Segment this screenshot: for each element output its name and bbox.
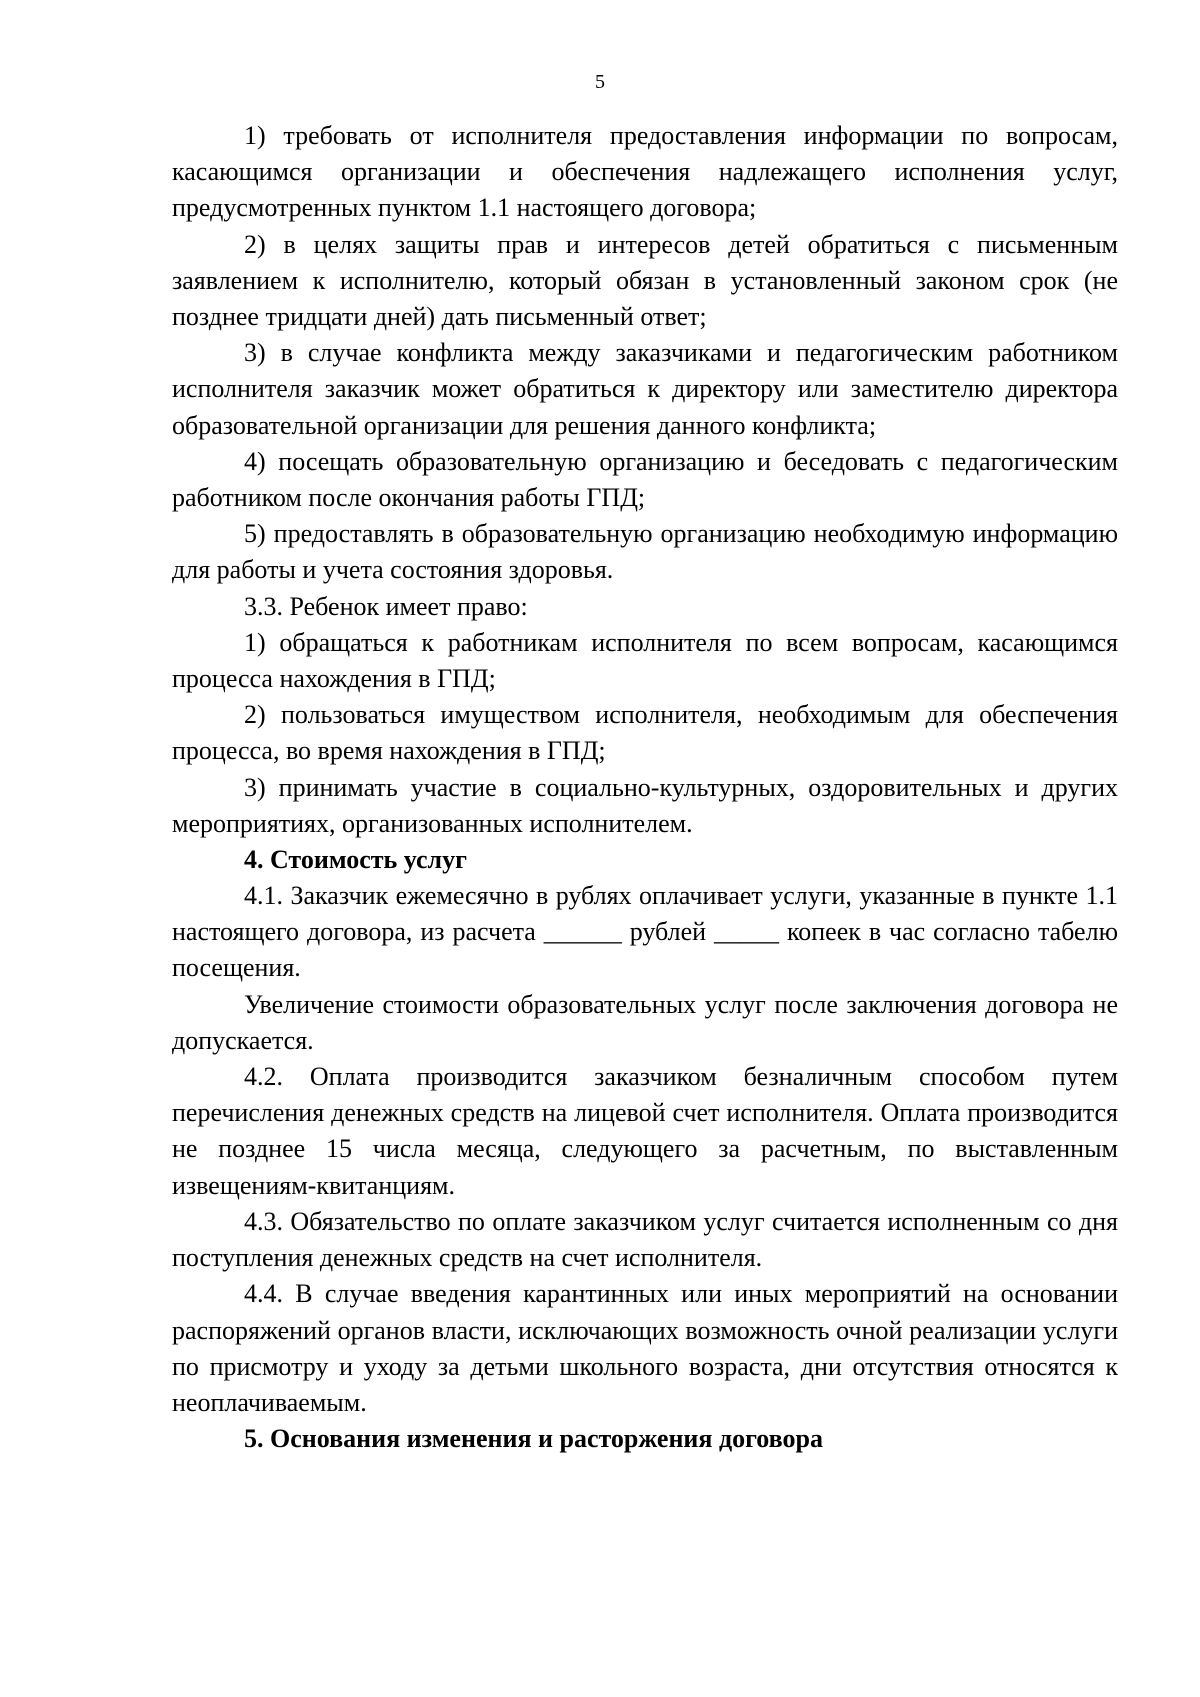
paragraph-clause-4-1: 4.1. Заказчик ежемесячно в рублях оплачивает услуги, указанные в пункте 1.1 настоящего договора, из расчета ______ рублей _____ копеек в час согласно табелю посещения. — [172, 881, 1118, 983]
paragraph-customer-right-3: 3) в случае конфликта между заказчиками и педагогическим работником исполнителя заказчик может обратиться к директору или заместителю директора образовательной организации для решения данного конфликта; — [172, 338, 1118, 440]
document-body — [172, 118, 1118, 1457]
paragraph-clause-4-3: 4.3. Обязательство по оплате заказчиком услуг считается исполненным со дня поступления денежных средств на счет исполнителя. — [172, 1206, 1118, 1273]
page-number: 5 — [595, 71, 605, 93]
paragraph-clause-4-4: 4.4. В случае введения карантинных или иных мероприятий на основании распоряжений органов власти, исключающих возможность очной реализации услуги по присмотру и уходу за детьми школьного возраста, дни отсутствия относятся к неоплачиваемым. — [172, 1279, 1118, 1417]
paragraph-child-right-1: 1) обращаться к работникам исполнителя по всем вопросам, касающимся процесса нахождения в ГПД; — [172, 627, 1118, 694]
paragraph-child-right-2: 2) пользоваться имуществом исполнителя, необходимым для обеспечения процесса, во время нахождения в ГПД; — [172, 700, 1118, 766]
paragraph-customer-right-2: 2) в целях защиты прав и интересов детей обратиться с письменным заявлением к исполнителю, который обязан в установленный законом срок (не позднее тридцати дней) дать письменный ответ; — [172, 229, 1118, 332]
paragraph-customer-right-1: 1) требовать от исполнителя предоставления информации по вопросам, касающимся организации и обеспечения надлежащего исполнения услуг, предусмотренных пунктом 1.1 настоящего договора; — [172, 121, 1118, 223]
section-heading-4: 4. Стоимость услуг — [244, 845, 467, 875]
paragraph-price-increase: Увеличение стоимости образовательных услуг после заключения договора не допускается. — [172, 989, 1118, 1055]
paragraph-customer-right-4: 4) посещать образовательную организацию и беседовать с педагогическим работником после окончания работы ГПД; — [172, 446, 1118, 513]
paragraph-customer-right-5: 5) предоставлять в образовательную организацию необходимую информацию для работы и учета состояния здоровья. — [172, 519, 1118, 585]
paragraph-clause-4-2: 4.2. Оплата производится заказчиком безналичным способом путем перечисления денежных средств на лицевой счет исполнителя. Оплата производится не позднее 15 числа месяца, следующего за расчетным, по выставленным извещениям-квитанциям. — [172, 1062, 1118, 1200]
paragraph-child-right-3: 3) принимать участие в социально-культурных, оздоровительных и других мероприятиях, организованных исполнителем. — [172, 772, 1118, 838]
section-heading-5: 5. Основания изменения и расторжения договора — [244, 1424, 823, 1454]
paragraph-clause-3-3: 3.3. Ребенок имеет право: — [244, 591, 528, 621]
